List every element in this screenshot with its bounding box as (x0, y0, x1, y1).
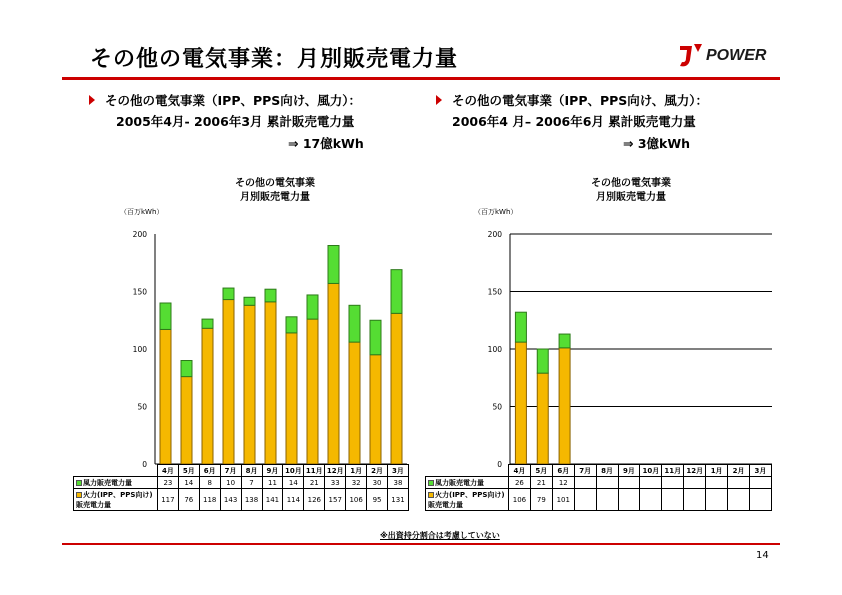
table-row-wind (426, 477, 772, 489)
month-header: 1月 (706, 465, 728, 477)
bar-wind (328, 246, 339, 284)
y-tick-label: 200 (132, 230, 147, 239)
table-cell: 11 (262, 477, 283, 489)
table-row-thermal (426, 489, 772, 511)
title-rule (62, 77, 780, 80)
bar-thermal (160, 329, 171, 464)
bar-thermal (181, 377, 192, 464)
table-cell (596, 489, 618, 511)
table-cell (749, 477, 771, 489)
y-tick-label: 150 (132, 287, 147, 297)
right-bullet (452, 93, 708, 109)
bar-thermal (265, 302, 276, 464)
month-header: 4月 (508, 465, 530, 477)
table-cell (662, 477, 684, 489)
bar-thermal (559, 348, 570, 464)
table-cell: 117 (157, 489, 178, 511)
left-bullet-text: その他の電気事業（IPP、PPS向け、風力）： (105, 93, 362, 108)
y-tick-label: 100 (487, 345, 502, 354)
row-label-wind: 風力販売電力量 (74, 477, 158, 489)
left-total: ⇒ 17億kWh (288, 136, 364, 151)
table-cell: 21 (530, 477, 552, 489)
table-cell: 95 (367, 489, 388, 511)
bullet-arrow-icon (436, 95, 442, 105)
table-cell (596, 477, 618, 489)
table-cell: 21 (304, 477, 325, 489)
right-bullet-text: その他の電気事業（IPP、PPS向け、風力）： (452, 93, 709, 108)
table-cell (728, 489, 750, 511)
page-number: 14 (756, 550, 769, 561)
table-cell: 157 (325, 489, 346, 511)
footnote: ※出資持分割合は考慮していない (380, 531, 500, 540)
y-tick-label: 200 (487, 230, 502, 239)
month-header: 2月 (728, 465, 750, 477)
month-header: 5月 (178, 465, 199, 477)
table-header-row (74, 465, 409, 477)
company-logo (676, 40, 786, 70)
month-header: 3月 (387, 465, 408, 477)
table-cell: 12 (552, 477, 574, 489)
table-cell (618, 477, 640, 489)
left-chart-title-line-1: その他の電気事業 (235, 178, 315, 189)
y-tick-label: 50 (492, 402, 502, 412)
bar-wind (265, 289, 276, 302)
left-period: 2005年4月- 2006年3月 累計販売電力量 (116, 114, 355, 129)
bar-thermal (244, 305, 255, 464)
bar-wind (349, 305, 360, 342)
y-tick-label: 0 (497, 460, 502, 469)
table-cell (574, 477, 596, 489)
table-cell: 26 (508, 477, 530, 489)
table-cell (662, 489, 684, 511)
table-cell: 114 (283, 489, 304, 511)
bar-wind (181, 361, 192, 377)
left-chart (120, 228, 420, 474)
table-cell: 33 (325, 477, 346, 489)
bar-wind (307, 295, 318, 319)
bar-thermal (349, 342, 360, 464)
y-tick-label: 100 (132, 345, 147, 354)
table-cell: 101 (552, 489, 574, 511)
table-cell: 14 (178, 477, 199, 489)
right-total: ⇒ 3億kWh (623, 136, 691, 151)
table-cell (574, 489, 596, 511)
table-cell: 10 (220, 477, 241, 489)
month-header: 4月 (157, 465, 178, 477)
thermal-swatch-icon (76, 492, 82, 498)
y-tick-label: 0 (142, 460, 147, 469)
table-cell: 141 (262, 489, 283, 511)
bar-thermal (307, 319, 318, 464)
month-header: 8月 (241, 465, 262, 477)
month-header: 10月 (283, 465, 304, 477)
bar-thermal (202, 328, 213, 464)
left-data-table (73, 464, 409, 511)
month-header: 8月 (596, 465, 618, 477)
month-header: 7月 (220, 465, 241, 477)
bar-thermal (328, 283, 339, 464)
y-tick-label: 50 (137, 402, 147, 412)
table-cell: 32 (346, 477, 367, 489)
month-header: 12月 (684, 465, 706, 477)
month-header: 11月 (662, 465, 684, 477)
bar-wind (391, 270, 402, 314)
table-cell (640, 477, 662, 489)
bullet-arrow-icon (89, 95, 95, 105)
bar-thermal (537, 373, 548, 464)
table-cell: 118 (199, 489, 220, 511)
wind-swatch-icon (428, 480, 434, 486)
month-header: 12月 (325, 465, 346, 477)
left-chart-title-line-2: 月別販売電力量 (240, 192, 310, 203)
table-header-row (426, 465, 772, 477)
table-row-thermal (74, 489, 409, 511)
table-cell: 79 (530, 489, 552, 511)
bar-wind (244, 297, 255, 305)
left-chart-title (200, 177, 350, 205)
table-cell: 138 (241, 489, 262, 511)
bar-wind (370, 320, 381, 355)
bar-wind (223, 288, 234, 300)
table-cell: 76 (178, 489, 199, 511)
month-header: 5月 (530, 465, 552, 477)
table-cell (640, 489, 662, 511)
month-header: 3月 (749, 465, 771, 477)
table-cell: 131 (387, 489, 408, 511)
table-row-wind (74, 477, 409, 489)
table-cell: 30 (367, 477, 388, 489)
table-cell (749, 489, 771, 511)
table-cell: 38 (387, 477, 408, 489)
bar-wind (160, 303, 171, 329)
table-cell (618, 489, 640, 511)
left-bullet (105, 93, 361, 109)
logo-mark-icon (676, 40, 706, 70)
row-label-thermal: 火力(IPP、PPS向け) 販売電力量 (74, 489, 158, 511)
bar-wind (202, 319, 213, 328)
month-header: 6月 (552, 465, 574, 477)
left-unit-label: （百万kWh） (120, 208, 164, 216)
bar-thermal (391, 313, 402, 464)
bar-thermal (286, 333, 297, 464)
table-cell: 106 (346, 489, 367, 511)
table-cell: 106 (508, 489, 530, 511)
right-chart-title-line-2: 月別販売電力量 (596, 192, 666, 203)
bar-wind (537, 349, 548, 373)
right-chart (474, 228, 784, 474)
table-cell (728, 477, 750, 489)
logo-text: POWER (706, 47, 767, 64)
month-header: 10月 (640, 465, 662, 477)
bar-wind (559, 334, 570, 348)
table-cell: 8 (199, 477, 220, 489)
row-label-thermal: 火力(IPP、PPS向け) 販売電力量 (426, 489, 509, 511)
row-label-wind: 風力販売電力量 (426, 477, 509, 489)
month-header: 6月 (199, 465, 220, 477)
right-period: 2006年4 月– 2006年6月 累計販売電力量 (452, 114, 696, 129)
right-unit-label: （百万kWh） (474, 208, 518, 216)
bottom-rule (62, 543, 780, 545)
month-header: 1月 (346, 465, 367, 477)
right-chart-title (556, 177, 706, 205)
month-header: 9月 (262, 465, 283, 477)
bar-thermal (370, 355, 381, 464)
bar-wind (286, 317, 297, 333)
right-chart-title-line-1: その他の電気事業 (591, 178, 671, 189)
table-cell (706, 477, 728, 489)
month-header: 7月 (574, 465, 596, 477)
thermal-swatch-icon (428, 492, 434, 498)
table-cell (706, 489, 728, 511)
table-cell: 126 (304, 489, 325, 511)
table-cell (684, 489, 706, 511)
page-title: その他の電気事業：月別販売電力量 (90, 47, 459, 72)
month-header: 11月 (304, 465, 325, 477)
table-cell: 14 (283, 477, 304, 489)
bar-wind (515, 312, 526, 342)
bar-thermal (223, 300, 234, 464)
table-cell: 23 (157, 477, 178, 489)
wind-swatch-icon (76, 480, 82, 486)
month-header: 9月 (618, 465, 640, 477)
table-cell (684, 477, 706, 489)
month-header: 2月 (367, 465, 388, 477)
y-tick-label: 150 (487, 287, 502, 297)
table-cell: 143 (220, 489, 241, 511)
bar-thermal (515, 342, 526, 464)
right-data-table (425, 464, 772, 511)
table-cell: 7 (241, 477, 262, 489)
